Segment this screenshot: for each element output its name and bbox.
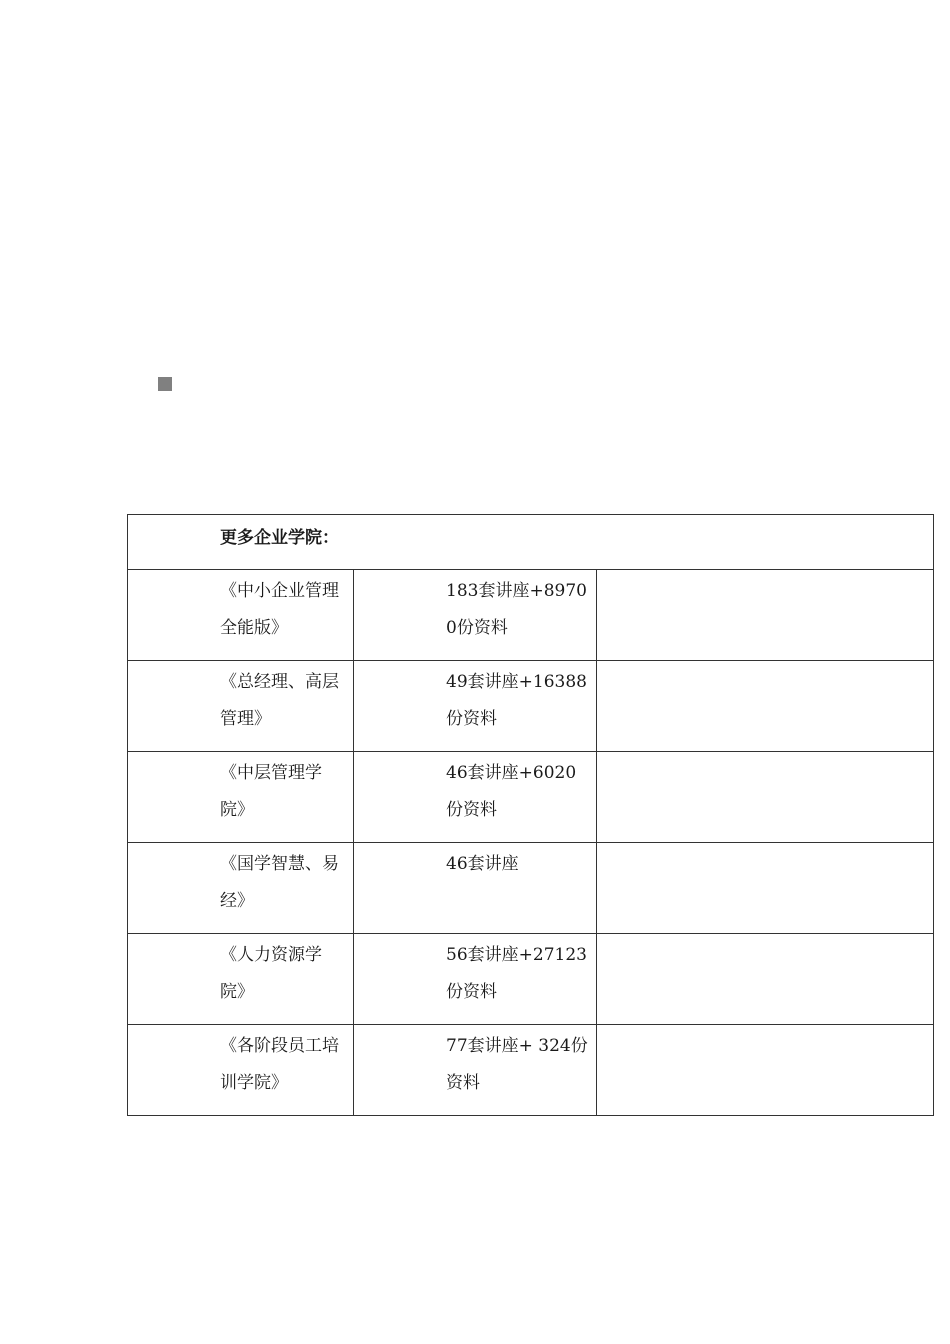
table-row [128, 934, 934, 1025]
academy-content-cell [354, 752, 597, 843]
academy-content-cell [354, 570, 597, 661]
academy-name: 《各阶段员工培训学院》 [220, 1036, 339, 1093]
academy-name-cell [128, 661, 354, 752]
academy-name: 《总经理、高层管理》 [220, 672, 339, 729]
table-row [128, 1025, 934, 1116]
academy-name: 《中小企业管理全能版》 [220, 581, 339, 638]
academy-name: 《国学智慧、易经》 [220, 854, 339, 911]
empty-cell [597, 934, 934, 1025]
academy-content-cell [354, 843, 597, 934]
academy-name-cell [128, 1025, 354, 1116]
academy-content: 46套讲座 [446, 854, 519, 874]
academy-content-cell [354, 661, 597, 752]
academy-content: 49套讲座+16388份资料 [446, 672, 587, 729]
academy-content: 183套讲座+89700份资料 [446, 581, 587, 638]
academy-name-cell [128, 934, 354, 1025]
academy-content-cell [354, 934, 597, 1025]
academy-name: 《中层管理学院》 [220, 763, 322, 820]
table-header: 更多企业学院： [220, 528, 339, 548]
academy-content: 56套讲座+27123份资料 [446, 945, 587, 1002]
academy-name-cell [128, 843, 354, 934]
academy-name-cell [128, 752, 354, 843]
enterprise-academy-table [127, 514, 934, 1116]
empty-cell [597, 570, 934, 661]
academy-content: 77套讲座+ 324份资料 [446, 1036, 588, 1093]
academy-content: 46套讲座+6020份资料 [446, 763, 577, 820]
academy-name-cell [128, 570, 354, 661]
table-row [128, 661, 934, 752]
table-header-cell [128, 515, 934, 570]
empty-cell [597, 1025, 934, 1116]
table-row [128, 752, 934, 843]
table-row [128, 843, 934, 934]
table-row [128, 570, 934, 661]
empty-cell [597, 843, 934, 934]
bullet-square-icon [158, 377, 172, 391]
empty-cell [597, 661, 934, 752]
empty-cell [597, 752, 934, 843]
academy-content-cell [354, 1025, 597, 1116]
academy-name: 《人力资源学院》 [220, 945, 322, 1002]
